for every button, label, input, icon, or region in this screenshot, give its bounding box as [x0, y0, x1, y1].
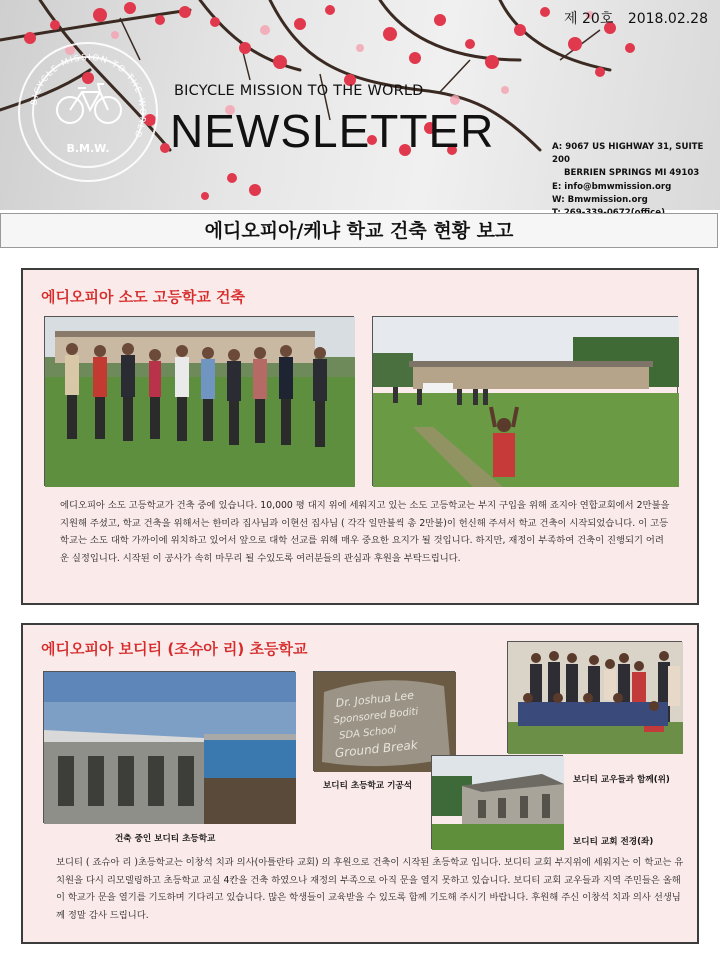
section1-title: 에디오피아 소도 고등학교 건축	[41, 288, 246, 306]
stone-text-line1: Dr. Joshua Lee	[335, 688, 415, 710]
contact-address-line2: BERRIEN SPRINGS MI 49103	[564, 168, 700, 179]
main-report-title: 에디오피아/케냐 학교 건축 현황 보고	[0, 213, 718, 248]
bmw-logo	[18, 42, 158, 182]
stone-text-line3: SDA School	[338, 724, 397, 742]
issue-number: 제 20호	[564, 11, 614, 27]
group-photo-sodo	[44, 316, 354, 486]
section-boditi-elementary	[21, 623, 699, 944]
caption-stone: 보디티 초등학교 기공석	[323, 781, 412, 791]
section1-body: 에디오피아 소도 고등학교가 건축 중에 있습니다. 10,000 평 대지 위에 세워지고 있는 소도 고등학교는 부지 구입을 위해 죠지아 연합교회에서 2만불을 지원해 주셨고, 학교 건축을 위해서는 한미라 집사님과 이현선 집사님 ( 각각 일만불씩 총 2만불)이 헌신해 주셔서 학교 건축이 시작되었습니다. 이 고등학교는 소도 대학 가까이에 위치하고 있어서 앞으로 대학 선교를 위해 매우 중요한 요지가 될 것입니다. 하지만, 재정이 부족하여 건축이 진행되기 어려운 실정입니다. 시작된 이 공사가 속히 마무리 될 수있도록 여러분들의 관심과 후원을 부탁드립니다.	[60, 500, 670, 564]
stone-text-line2: Sponsored Boditi	[333, 706, 419, 727]
svg-text:BICYCLE MISSION TO THE WORLD	[29, 53, 147, 140]
logo-ring-text: BICYCLE MISSION TO THE WORLD	[29, 52, 148, 140]
issue-info	[564, 8, 708, 28]
caption-church: 보디티 교회 전경(좌)	[573, 837, 654, 847]
section2-body: 보디티 ( 죠슈아 리 )초등학교는 이창석 치과 의사(아틀란타 교회) 의 후원으로 건축이 시작된 초등학교 입니다. 보디티 교회 부지위에 세워지는 이 학교는 유치원을 다시 리모델링하고 초등학교 교실 4칸을 건축 하였으나 재정의 부족으로 아직 문을 열지 못하고 있습니다. 보디티 교회 교우들과 지역 주민들은 올해 이 학교가 문을 열기를 기도하며 기다리고 있습니다. 많은 학생들이 교육받을 수 있도록 함께 기도해 주시기 바랍니다. 후원해 주신 이창석 치과 의사 선생님께 정말 감사 드립니다.	[56, 857, 684, 921]
contact-info	[552, 141, 720, 220]
contact-email[interactable]: E: info@bmwmission.org	[552, 181, 672, 192]
schoolyard-photo-sodo	[372, 316, 678, 486]
newsletter-title: NEWSLETTER	[170, 105, 495, 157]
issue-date: 2018.02.28	[627, 11, 708, 27]
newsletter-header	[0, 0, 720, 210]
boditi-church-photo	[431, 755, 563, 849]
boditi-teachers-photo	[507, 641, 682, 753]
section-sodo-high-school	[21, 268, 699, 605]
boditi-building-photo	[43, 671, 295, 823]
newsletter-kicker: BICYCLE MISSION TO THE WORLD	[174, 83, 424, 99]
stone-text-line4: Ground Break	[334, 737, 419, 761]
caption-teachers: 보디티 교우들과 함께(위)	[573, 775, 670, 785]
caption-building: 건축 중인 보디티 초등학교	[115, 834, 216, 844]
contact-address-line1: A: 9067 US HIGHWAY 31, SUITE 200	[552, 142, 704, 166]
contact-web[interactable]: W: Bmwmission.org	[552, 194, 648, 205]
logo-initials: B.M.W.	[66, 142, 110, 155]
section2-title: 에디오피아 보디티 (조슈아 리) 초등학교	[41, 640, 308, 658]
bicycle-icon	[57, 84, 121, 123]
